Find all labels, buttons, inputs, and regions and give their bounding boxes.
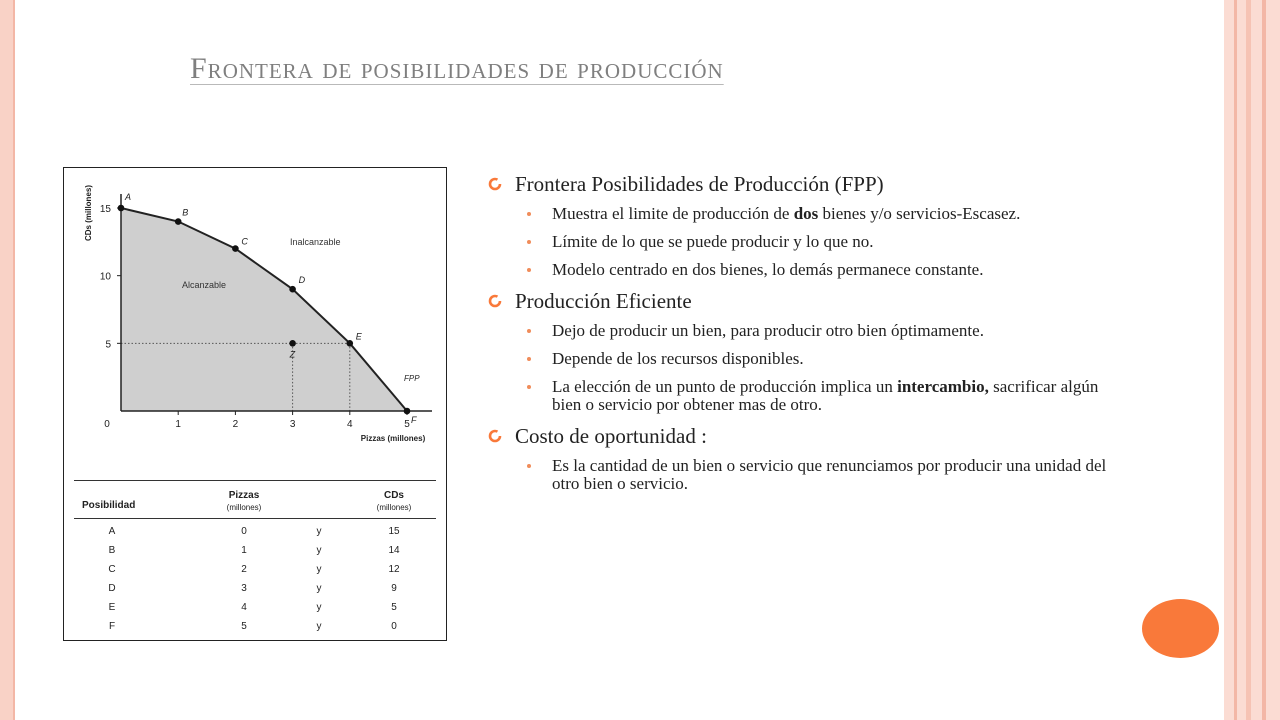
ppf-chart (64, 168, 448, 478)
cell-possibility: E (108, 602, 116, 613)
cell-cds: 14 (388, 545, 400, 556)
col-pizzas-unit: (millones) (226, 503, 262, 512)
point-label-z: Z (289, 349, 296, 360)
point-label-d: D (298, 275, 306, 286)
point-label-e: E (355, 331, 362, 342)
table-row (74, 583, 436, 599)
cell-pizzas: 4 (241, 602, 247, 613)
table-row (74, 564, 436, 580)
slide-title: Frontera de posibilidades de producción (190, 52, 724, 85)
section-efficient-heading: Producción Eficiente (487, 289, 1127, 313)
cell-separator: y (316, 621, 322, 632)
decorative-orange-circle (1142, 599, 1219, 658)
cell-possibility: F (108, 621, 116, 632)
y-tick-label: 15 (99, 204, 111, 215)
point-c (232, 245, 239, 252)
cell-pizzas: 1 (241, 545, 247, 556)
bullet-fpp-limit: Muestra el limite de producción de dos bienes y/o servicios-Escasez. (487, 205, 1127, 223)
dot-bullet-icon (527, 268, 531, 272)
y-tick-label: 10 (99, 271, 111, 283)
y-axis-label: CDs (millones) (84, 184, 93, 242)
dot-bullet-icon (527, 240, 531, 244)
cell-cds: 9 (391, 583, 397, 594)
point-b (175, 218, 182, 225)
dot-bullet-icon (527, 329, 531, 333)
slide-content (487, 172, 1127, 493)
section-cost-heading: Costo de oportunidad : (487, 424, 1127, 448)
point-z (289, 340, 296, 347)
x-tick-label: 3 (289, 419, 296, 430)
cell-pizzas: 2 (241, 564, 247, 575)
cell-separator: y (316, 526, 322, 537)
dot-bullet-icon (527, 385, 531, 389)
cell-cds: 0 (391, 621, 397, 632)
bullet-cost-definition: Es la cantidad de un bien o servicio que renunciamos por producir una unidad del otro bien o servicio. (487, 457, 1127, 493)
col-cds: CDs (383, 490, 404, 501)
cell-possibility: D (108, 583, 116, 594)
ring-bullet-icon (487, 176, 503, 192)
cell-cds: 12 (388, 564, 400, 575)
table-row (74, 545, 436, 561)
cell-pizzas: 3 (241, 583, 247, 594)
col-pizzas: Pizzas (228, 490, 260, 501)
cell-separator: y (316, 545, 322, 556)
section-fpp-heading: Frontera Posibilidades de Producción (FPP) (487, 172, 1127, 196)
cell-cds: 15 (388, 526, 400, 537)
bullet-fpp-boundary: Límite de lo que se puede producir y lo que no. (487, 233, 1127, 251)
dot-bullet-icon (527, 212, 531, 216)
cell-possibility: C (108, 564, 116, 575)
table-row (74, 526, 436, 542)
point-label-b: B (182, 207, 189, 218)
bullet-efficient-stop: Dejo de producir un bien, para producir otro bien óptimamente. (487, 322, 1127, 340)
frame-left-band (0, 0, 13, 720)
ring-bullet-icon (487, 293, 503, 309)
bullet-fpp-model: Modelo centrado en dos bienes, lo demás permanece constante. (487, 261, 1127, 279)
table-header-rule (74, 518, 436, 519)
cell-separator: y (316, 564, 322, 575)
cell-cds: 5 (391, 602, 397, 613)
ring-bullet-icon (487, 428, 503, 444)
x-tick-label: 5 (404, 419, 410, 430)
cell-separator: y (316, 583, 322, 594)
point-d (289, 286, 296, 293)
table-row (74, 621, 436, 637)
point-label-f: F (411, 415, 417, 425)
x-tick-label: 4 (347, 419, 353, 430)
point-e (347, 340, 354, 347)
point-label-c: C (241, 236, 248, 247)
x-axis-label: Pizzas (millones) (360, 434, 426, 443)
dot-bullet-icon (527, 357, 531, 361)
col-cds-unit: (millones) (376, 503, 412, 512)
y-tick-label: 5 (105, 339, 111, 351)
point-a (118, 205, 125, 212)
point-f (404, 408, 411, 415)
x-tick-label: 0 (104, 419, 110, 430)
col-possibility: Posibilidad (82, 500, 136, 511)
table-row (74, 602, 436, 618)
bullet-efficient-tradeoff: La elección de un punto de producción implica un intercambio, sacrificar algún bien o servicio por obtener mas de otro. (487, 378, 1127, 414)
table-top-rule (74, 480, 436, 481)
curve-label: FPP (404, 374, 420, 383)
bullet-efficient-resources: Depende de los recursos disponibles. (487, 350, 1127, 368)
frame-right-band (1224, 0, 1280, 720)
x-tick-label: 1 (175, 419, 181, 430)
cell-pizzas: 5 (241, 621, 247, 632)
ppf-figure (63, 167, 447, 641)
cell-possibility: B (108, 545, 116, 556)
cell-possibility: A (108, 526, 116, 537)
cell-pizzas: 0 (241, 526, 247, 537)
dot-bullet-icon (527, 464, 531, 468)
point-label-a: A (125, 192, 132, 202)
frame-left-line (13, 0, 15, 720)
attainable-region (121, 208, 407, 411)
x-tick-label: 2 (232, 419, 239, 430)
region-attainable-label: Alcanzable (182, 280, 227, 290)
region-unattainable-label: Inalcanzable (290, 237, 341, 247)
cell-separator: y (316, 602, 322, 613)
